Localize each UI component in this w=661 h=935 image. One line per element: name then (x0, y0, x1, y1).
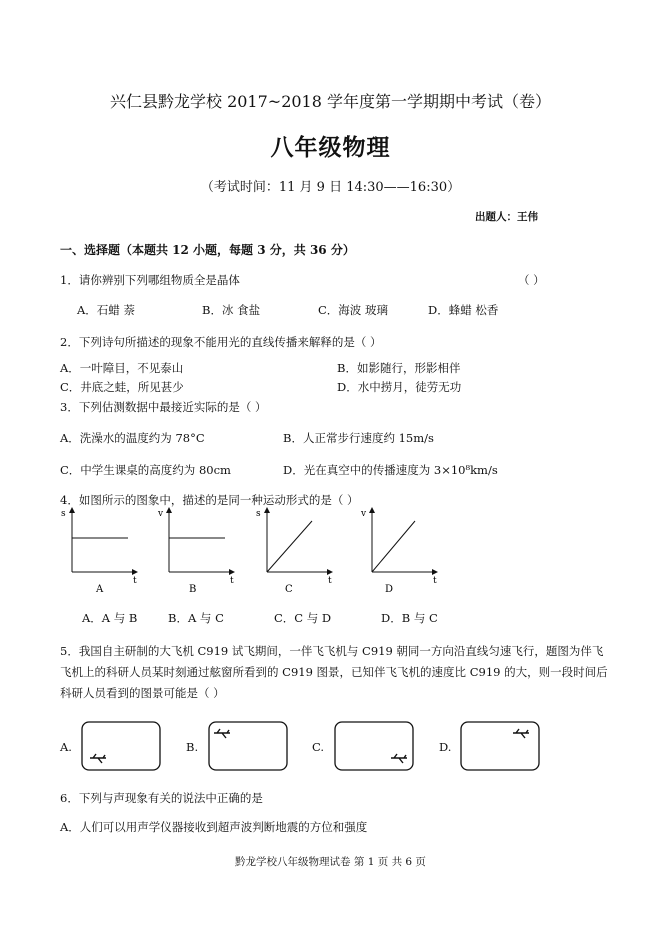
graph-c-x-label: t (328, 576, 332, 586)
school-exam-title: 兴仁县黔龙学校 2017~2018 学年度第一学期期中考试（卷） (109, 92, 552, 111)
q4-option-b: B．A 与 C (168, 611, 224, 625)
q1-option-c: C．海波 玻璃 (318, 303, 388, 317)
graph-b (157, 509, 234, 595)
graph-d-x-label: t (433, 576, 437, 586)
q6-option-a: A．人们可以用声学仪器接收到超声波判断地震的方位和强度 (60, 820, 368, 834)
q1-option-a: A．石蜡 萘 (77, 303, 135, 317)
q5-stem-line2: 飞机上的科研人员某时刻通过舷窗所看到的 C919 图景，已知伴飞飞机的速度比 C919 的大，则一段时间后 (60, 665, 608, 679)
graph-a (61, 509, 137, 595)
window-a (82, 722, 160, 770)
q5-option-d-label: D. (439, 740, 452, 754)
window-c (335, 722, 413, 770)
q5-stem-line1: 5．我国自主研制的大飞机 C919 试飞期间，一伴飞飞机与 C919 朝同一方向沿直线匀速飞行，题图为伴飞 (60, 644, 604, 658)
graph-b-label: B (189, 584, 197, 595)
q3-option-a: A．洗澡水的温度约为 78°C (60, 431, 205, 445)
window-b (209, 722, 287, 770)
q4-option-a: A．A 与 B (82, 611, 138, 625)
graph-d-label: D (385, 584, 394, 595)
q3-option-d: D．光在真空中的传播速度为 3×10⁸km/s (283, 463, 498, 477)
graph-b-x-label: t (230, 576, 234, 586)
subject-title: 八年级物理 (270, 134, 391, 161)
window-d (461, 722, 539, 770)
q2-stem: 2．下列诗句所描述的现象不能用光的直线传播来解释的是（ ） (60, 335, 382, 349)
graph-a-x-label: t (133, 576, 137, 586)
q4-graphs (55, 505, 455, 600)
q4-option-c: C．C 与 D (274, 611, 332, 625)
graph-c (256, 509, 332, 595)
graph-b-y-label: v (158, 509, 164, 519)
q3-stem: 3．下列估测数据中最接近实际的是（ ） (60, 400, 267, 414)
q5-stem-line3: 科研人员看到的图景可能是（ ） (60, 686, 225, 700)
q4-option-d: D．B 与 C (381, 611, 438, 625)
q5-option-b-label: B. (186, 740, 199, 754)
author-line: 出题人：王伟 (475, 211, 538, 223)
plane-icon (214, 729, 230, 738)
graph-c-label: C (285, 584, 293, 595)
plane-icon (513, 729, 529, 738)
q3-option-c: C．中学生课桌的高度约为 80cm (60, 463, 231, 477)
section-title: 一、选择题（本题共 12 小题，每题 3 分，共 36 分） (60, 243, 355, 257)
q2-option-b: B．如影随行，形影相伴 (337, 361, 461, 375)
exam-time: （考试时间：11 月 9 日 14:30——16:30） (200, 180, 461, 195)
q5-window-views (80, 720, 540, 775)
q2-option-c: C．井底之蛙，所见甚少 (60, 380, 184, 394)
graph-d-y-label: v (361, 509, 367, 519)
graph-c-y-label: s (256, 509, 261, 519)
q4-stem: 4．如图所示的图象中，描述的是同一种运动形式的是（ ） (60, 493, 359, 507)
q1-answer-paren: （ ） (518, 273, 545, 287)
graph-d (360, 509, 437, 595)
q2-option-d: D．水中捞月，徒劳无功 (337, 380, 462, 394)
q6-stem: 6．下列与声现象有关的说法中正确的是 (60, 791, 263, 805)
graph-a-y-label: s (61, 509, 66, 519)
q5-option-a-label: A. (60, 740, 72, 754)
q2-option-a: A．一叶障目，不见泰山 (60, 361, 184, 375)
q1-option-b: B．冰 食盐 (202, 303, 261, 317)
page-footer: 黔龙学校八年级物理试卷 第 1 页 共 6 页 (235, 856, 426, 868)
plane-icon (90, 754, 106, 763)
plane-icon (391, 754, 407, 763)
q3-option-b: B．人正常步行速度约 15m/s (283, 431, 434, 445)
graph-a-label: A (96, 584, 104, 595)
q5-option-c-label: C. (312, 740, 325, 754)
q1-stem: 1．请你辨别下列哪组物质全是晶体 (60, 273, 240, 287)
q1-option-d: D．蜂蜡 松香 (428, 303, 499, 317)
